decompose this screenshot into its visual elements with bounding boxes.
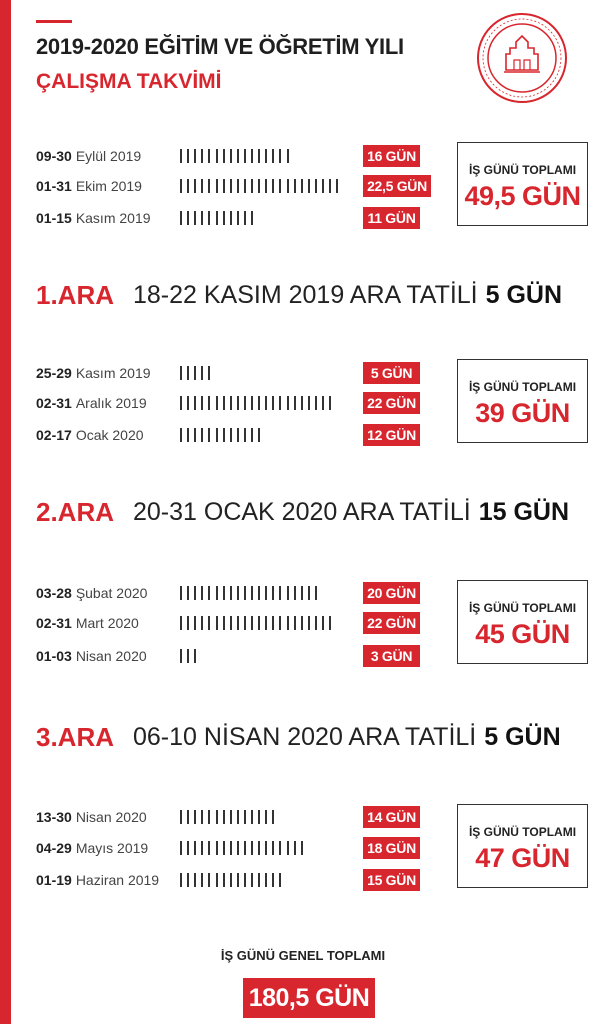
day-tick <box>315 396 317 410</box>
day-tick <box>265 810 267 824</box>
day-tick <box>287 149 289 163</box>
day-tick <box>216 396 218 410</box>
day-tick <box>244 396 246 410</box>
day-tick <box>187 873 189 887</box>
day-tick <box>194 586 196 600</box>
total-value: 47 GÜN <box>475 843 570 873</box>
break-days: 5 GÜN <box>485 280 563 309</box>
row-dates: 01-19 <box>36 872 72 888</box>
day-tick <box>237 873 239 887</box>
day-tick <box>308 179 310 193</box>
day-tick <box>180 810 182 824</box>
day-tick <box>201 366 203 380</box>
day-count-badge: 3 GÜN <box>363 645 420 667</box>
day-tick <box>216 616 218 630</box>
day-tick <box>329 179 331 193</box>
day-tick <box>216 810 218 824</box>
row-month: Haziran 2019 <box>75 872 160 888</box>
day-tick <box>216 841 218 855</box>
day-tick <box>272 149 274 163</box>
day-tick <box>223 149 225 163</box>
day-tick <box>180 428 182 442</box>
day-tick <box>329 616 331 630</box>
day-tick <box>265 149 267 163</box>
day-tick <box>187 586 189 600</box>
row-month: Kasım 2019 <box>75 210 151 226</box>
day-tick <box>230 428 232 442</box>
day-tick <box>258 396 260 410</box>
day-tick <box>287 841 289 855</box>
day-tick <box>187 211 189 225</box>
day-tick <box>180 586 182 600</box>
day-tick <box>223 396 225 410</box>
day-tick <box>251 149 253 163</box>
day-tick <box>279 873 281 887</box>
day-tick <box>180 211 182 225</box>
day-tick <box>194 810 196 824</box>
day-tick <box>201 396 203 410</box>
day-count-badge: 16 GÜN <box>363 145 420 167</box>
day-tick <box>272 586 274 600</box>
row-dates: 02-17 <box>36 427 72 443</box>
day-tick <box>237 211 239 225</box>
day-tick <box>279 179 281 193</box>
break-3 <box>36 719 561 755</box>
day-tick <box>322 396 324 410</box>
row-month: Aralık 2019 <box>75 395 147 411</box>
day-tick <box>216 149 218 163</box>
schedule-row <box>36 645 147 667</box>
row-month: Şubat 2020 <box>75 585 148 601</box>
schedule-row <box>36 145 141 167</box>
day-tick <box>187 649 189 663</box>
day-tick <box>301 586 303 600</box>
day-tick <box>230 211 232 225</box>
day-tick <box>223 211 225 225</box>
day-tick <box>244 810 246 824</box>
day-count-badge: 22,5 GÜN <box>363 175 431 197</box>
day-tick <box>265 873 267 887</box>
day-tick <box>237 810 239 824</box>
day-tick <box>230 149 232 163</box>
day-tick <box>230 179 232 193</box>
row-dates: 03-28 <box>36 585 72 601</box>
day-tick <box>294 841 296 855</box>
day-tick <box>251 873 253 887</box>
schedule-row <box>36 424 144 446</box>
day-tick <box>279 396 281 410</box>
schedule-row <box>36 869 159 891</box>
day-tick <box>187 179 189 193</box>
day-tick <box>201 211 203 225</box>
day-tick <box>272 396 274 410</box>
day-tick <box>201 586 203 600</box>
day-tick <box>258 179 260 193</box>
day-tick <box>322 616 324 630</box>
day-tick <box>308 396 310 410</box>
day-tick <box>237 396 239 410</box>
row-month: Eylül 2019 <box>75 148 142 164</box>
total-value: 49,5 GÜN <box>464 181 581 211</box>
day-tick <box>208 428 210 442</box>
day-tick <box>223 873 225 887</box>
break-text: 18-22 KASIM 2019 ARA TATİLİ <box>133 280 478 309</box>
day-tick <box>223 810 225 824</box>
total-label: İŞ GÜNÜ TOPLAMI <box>468 825 577 839</box>
day-tick <box>294 616 296 630</box>
day-tick <box>315 179 317 193</box>
day-tick <box>265 179 267 193</box>
day-tick <box>272 616 274 630</box>
ministry-seal-logo <box>476 12 568 104</box>
day-tick <box>216 873 218 887</box>
day-tick <box>180 841 182 855</box>
day-tick <box>237 841 239 855</box>
day-tick <box>194 366 196 380</box>
day-tick <box>201 149 203 163</box>
day-tick <box>194 649 196 663</box>
row-dates: 04-29 <box>36 840 72 856</box>
day-tick <box>194 211 196 225</box>
day-tick <box>216 179 218 193</box>
workday-total-box <box>457 804 588 888</box>
day-tick <box>237 616 239 630</box>
day-count-badge: 22 GÜN <box>363 392 420 414</box>
day-tick <box>279 616 281 630</box>
day-tick <box>251 179 253 193</box>
day-tick <box>244 616 246 630</box>
day-count-badge: 18 GÜN <box>363 837 420 859</box>
schedule-row <box>36 175 142 197</box>
break-2 <box>36 494 569 530</box>
day-tick <box>244 841 246 855</box>
day-tick <box>294 586 296 600</box>
day-tick <box>180 649 182 663</box>
day-tick <box>201 810 203 824</box>
day-tick <box>265 841 267 855</box>
day-tick <box>251 841 253 855</box>
schedule-row <box>36 207 151 229</box>
day-tick <box>258 873 260 887</box>
day-tick <box>272 841 274 855</box>
day-tick <box>230 873 232 887</box>
row-dates: 01-15 <box>36 210 72 226</box>
break-days: 15 GÜN <box>478 497 569 526</box>
day-tick <box>223 841 225 855</box>
day-tick <box>230 616 232 630</box>
break-text: 20-31 OCAK 2020 ARA TATİLİ <box>133 497 471 526</box>
day-tick <box>251 396 253 410</box>
day-tick <box>294 179 296 193</box>
day-tick <box>258 841 260 855</box>
schedule-row <box>36 806 147 828</box>
day-tick <box>194 428 196 442</box>
row-dates: 25-29 <box>36 365 72 381</box>
day-tick <box>187 616 189 630</box>
day-tick <box>194 396 196 410</box>
day-count-badge: 15 GÜN <box>363 869 420 891</box>
day-tick <box>258 149 260 163</box>
day-tick <box>230 810 232 824</box>
grand-total-value: 180,5 GÜN <box>243 978 375 1018</box>
schedule-row <box>36 837 148 859</box>
day-tick <box>272 873 274 887</box>
row-month: Nisan 2020 <box>75 809 147 825</box>
day-tick <box>223 616 225 630</box>
day-tick <box>258 810 260 824</box>
day-tick <box>237 586 239 600</box>
day-tick <box>201 873 203 887</box>
total-label: İŞ GÜNÜ TOPLAMI <box>468 380 577 394</box>
day-tick <box>322 179 324 193</box>
page-subtitle: ÇALIŞMA TAKVİMİ <box>36 70 222 93</box>
row-month: Ocak 2020 <box>75 427 144 443</box>
day-tick <box>287 396 289 410</box>
day-tick <box>208 841 210 855</box>
day-count-badge: 22 GÜN <box>363 612 420 634</box>
break-number: 2.ARA <box>36 496 115 527</box>
schedule-row <box>36 362 151 384</box>
day-tick <box>208 179 210 193</box>
day-count-badge: 5 GÜN <box>363 362 420 384</box>
day-tick <box>187 396 189 410</box>
day-tick <box>258 428 260 442</box>
day-tick <box>180 873 182 887</box>
day-tick <box>194 841 196 855</box>
grand-total-label: İŞ GÜNÜ GENEL TOPLAMI <box>220 948 386 963</box>
row-month: Mart 2020 <box>75 615 139 631</box>
day-tick <box>216 586 218 600</box>
day-tick <box>329 396 331 410</box>
day-tick <box>251 810 253 824</box>
break-number: 1.ARA <box>36 279 115 310</box>
day-tick <box>223 428 225 442</box>
day-tick <box>194 616 196 630</box>
day-tick <box>187 810 189 824</box>
day-tick <box>308 586 310 600</box>
row-month: Kasım 2019 <box>75 365 151 381</box>
left-accent-bar <box>0 0 11 1024</box>
break-number: 3.ARA <box>36 721 115 752</box>
day-tick <box>244 428 246 442</box>
day-tick <box>287 179 289 193</box>
day-tick <box>336 179 338 193</box>
day-count-badge: 20 GÜN <box>363 582 420 604</box>
day-tick <box>251 428 253 442</box>
day-tick <box>258 616 260 630</box>
day-tick <box>194 179 196 193</box>
row-dates: 01-31 <box>36 178 72 194</box>
schedule-row <box>36 582 147 604</box>
break-text: 06-10 NİSAN 2020 ARA TATİLİ <box>133 722 477 751</box>
day-tick <box>180 616 182 630</box>
day-tick <box>301 616 303 630</box>
page-title: 2019-2020 EĞİTİM VE ÖĞRETİM YILI <box>36 34 404 59</box>
day-tick <box>244 586 246 600</box>
day-tick <box>187 149 189 163</box>
day-tick <box>216 211 218 225</box>
workday-total-box <box>457 142 588 226</box>
row-month: Ekim 2019 <box>75 178 142 194</box>
day-tick <box>180 179 182 193</box>
day-tick <box>301 396 303 410</box>
day-tick <box>230 586 232 600</box>
day-tick <box>180 366 182 380</box>
day-tick <box>180 149 182 163</box>
day-tick <box>201 616 203 630</box>
break-days: 5 GÜN <box>484 722 561 751</box>
day-count-badge: 11 GÜN <box>363 207 420 229</box>
day-tick <box>230 396 232 410</box>
day-tick <box>208 873 210 887</box>
day-tick <box>301 179 303 193</box>
day-tick <box>244 211 246 225</box>
day-tick <box>287 616 289 630</box>
schedule-row <box>36 612 139 634</box>
day-tick <box>258 586 260 600</box>
day-tick <box>237 179 239 193</box>
day-tick <box>272 810 274 824</box>
day-tick <box>194 873 196 887</box>
total-label: İŞ GÜNÜ TOPLAMI <box>468 601 577 615</box>
row-dates: 13-30 <box>36 809 72 825</box>
day-tick <box>315 616 317 630</box>
day-tick <box>187 841 189 855</box>
schedule-row <box>36 392 147 414</box>
day-tick <box>251 211 253 225</box>
day-tick <box>208 586 210 600</box>
workday-total-box <box>457 359 588 443</box>
row-month: Mayıs 2019 <box>75 840 149 856</box>
day-tick <box>279 149 281 163</box>
day-tick <box>244 179 246 193</box>
row-dates: 01-03 <box>36 648 72 664</box>
day-tick <box>244 149 246 163</box>
day-tick <box>279 841 281 855</box>
day-tick <box>237 428 239 442</box>
day-tick <box>265 616 267 630</box>
day-tick <box>208 396 210 410</box>
row-dates: 02-31 <box>36 395 72 411</box>
day-tick <box>201 841 203 855</box>
day-tick <box>223 586 225 600</box>
day-tick <box>265 586 267 600</box>
day-tick <box>251 616 253 630</box>
row-dates: 09-30 <box>36 148 72 164</box>
day-tick <box>180 396 182 410</box>
day-tick <box>287 586 289 600</box>
day-tick <box>201 428 203 442</box>
total-label: İŞ GÜNÜ TOPLAMI <box>468 163 577 177</box>
day-tick <box>201 179 203 193</box>
workday-total-box <box>457 580 588 664</box>
day-tick <box>279 586 281 600</box>
row-month: Nisan 2020 <box>75 648 147 664</box>
row-dates: 02-31 <box>36 615 72 631</box>
day-tick <box>272 179 274 193</box>
day-tick <box>244 873 246 887</box>
day-tick <box>208 149 210 163</box>
day-count-badge: 12 GÜN <box>363 424 420 446</box>
day-tick <box>208 616 210 630</box>
total-value: 39 GÜN <box>475 398 570 428</box>
header-rule <box>36 20 72 23</box>
day-tick <box>208 366 210 380</box>
break-1 <box>36 277 562 313</box>
day-count-badge: 14 GÜN <box>363 806 420 828</box>
day-tick <box>208 810 210 824</box>
day-tick <box>194 149 196 163</box>
day-tick <box>187 366 189 380</box>
day-tick <box>208 211 210 225</box>
day-tick <box>216 428 218 442</box>
day-tick <box>294 396 296 410</box>
day-tick <box>301 841 303 855</box>
total-value: 45 GÜN <box>475 619 570 649</box>
day-tick <box>251 586 253 600</box>
day-tick <box>230 841 232 855</box>
day-tick <box>265 396 267 410</box>
day-tick <box>187 428 189 442</box>
day-tick <box>237 149 239 163</box>
day-tick <box>308 616 310 630</box>
day-tick <box>223 179 225 193</box>
day-tick <box>315 586 317 600</box>
